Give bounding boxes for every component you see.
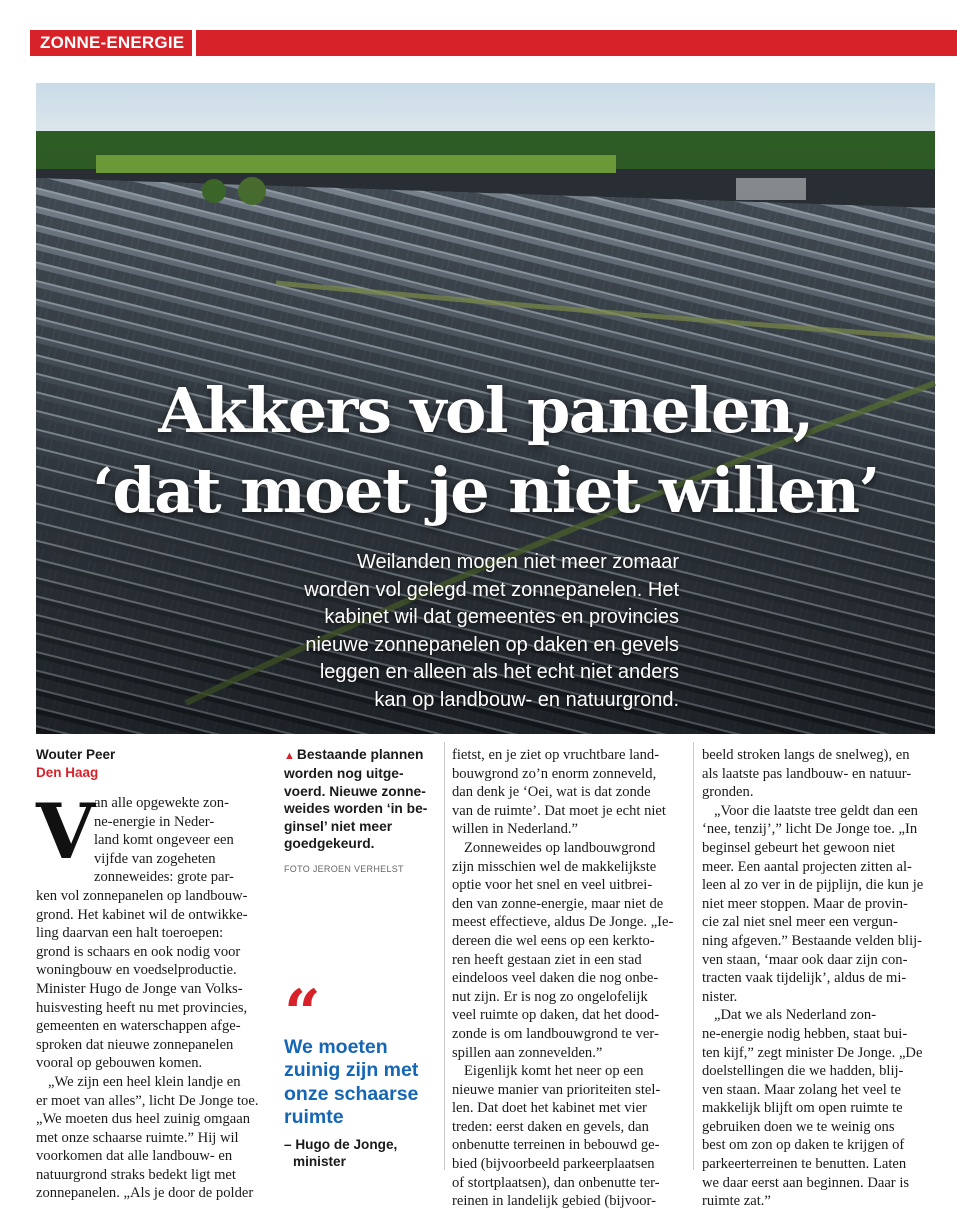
caption-line: ginsel’ niet meer <box>284 818 393 834</box>
body-line: meer. Een aantal projecten zitten al- <box>702 858 912 875</box>
body-line: onbenutte terreinen in bebouwd ge- <box>452 1137 660 1154</box>
body-line: van de ruimte’. Dat moet je echt niet <box>452 802 666 819</box>
body-line: tracten vaak tijdelijk’, aldus de mi- <box>702 970 907 987</box>
quote-attribution: – Hugo de Jonge, <box>284 1136 398 1152</box>
lead-line: leggen en alleen als het echt niet anders <box>319 661 679 683</box>
body-line: niet meer stoppen. Maar de provin- <box>702 895 908 912</box>
body-line: dereen die wel eens op een kerkto- <box>452 932 655 949</box>
column-divider <box>693 742 694 1170</box>
body-line: grond is schaars en ook nodig voor <box>36 943 241 960</box>
body-line: zonde is om landbouwgrond te ver- <box>452 1025 659 1042</box>
body-line: ne-energie in Neder- <box>94 813 215 830</box>
body-line: beginsel gebeurt het gewoon niet <box>702 839 895 856</box>
body-line: zonneweides: grote par- <box>94 869 234 886</box>
body-line: best om zon op daken te krijgen of <box>702 1137 905 1154</box>
body-line: beeld stroken langs de snelweg), en <box>702 747 910 763</box>
body-line: dan denk je ‘Oei, wat is dat zonde <box>452 784 651 801</box>
body-line: parkeerterreinen te benutten. Laten <box>702 1156 907 1173</box>
body-line: gemeenten en waterschappen afge- <box>36 1018 241 1035</box>
body-line: woningbouw en voedselproductie. <box>36 962 237 979</box>
body-line: natuurgrond straks bedekt ligt met <box>36 1166 236 1183</box>
lead-paragraph <box>259 549 679 714</box>
body-line: of stortplaatsen), dan onbenutte ter- <box>452 1174 660 1191</box>
caption-line: goedgekeurd. <box>284 836 375 852</box>
dropcap-letter: V <box>36 787 95 876</box>
headline-line-2: ‘dat moet je niet willen’ <box>92 454 879 527</box>
quote-role: minister <box>293 1154 346 1170</box>
hero-photo <box>36 83 935 734</box>
caption-line: worden nog uitge- <box>284 766 404 782</box>
quote-line: We moeten <box>284 1036 388 1058</box>
body-line: voorkomen dat alle landbouw- en <box>36 1148 233 1165</box>
body-line: len. Dat doet het kabinet met vier <box>452 1100 647 1117</box>
body-line: nister. <box>702 988 738 1005</box>
lead-line: worden vol gelegd met zonnepanelen. Het <box>304 578 679 601</box>
body-line: met onze schaarse ruimte.” Hij wil <box>36 1129 239 1146</box>
article-column-4 <box>702 746 940 1211</box>
body-line: huisvesting heeft nu met provincies, <box>36 999 248 1016</box>
body-line: ken vol zonnepanelen op landbouw- <box>36 887 248 904</box>
body-line: ne-energie nodig hebben, staat bui- <box>702 1025 908 1042</box>
body-line: ‘nee, tenzij’,” licht De Jonge toe. „In <box>702 821 918 838</box>
body-line: nut zijn. Er is nog zo ongelofelijk <box>452 988 648 1005</box>
body-line: willen in Nederland.” <box>452 821 579 838</box>
body-line: spillen aan zonnevelden.” <box>452 1044 603 1061</box>
body-line: den van zonne-energie, maar niet de <box>452 895 664 912</box>
section-label: ZONNE-ENERGIE <box>34 30 196 56</box>
photo-credit: FOTO JEROEN VERHELST <box>284 864 404 875</box>
body-line: nieuwe manier van prioriteiten stel- <box>452 1081 661 1098</box>
body-line: Minister Hugo de Jonge van Volks- <box>36 980 243 997</box>
body-line: makkelijk blijft om open ruimte te <box>702 1100 903 1117</box>
body-line: ven staan. Maar zolang het veel te <box>702 1081 901 1098</box>
body-line: sproken dat nieuwe zonnepanelen <box>36 1036 234 1053</box>
byline-author: Wouter Peer <box>36 747 116 762</box>
body-line: cie zal niet snel meer een vergun- <box>702 914 898 931</box>
body-line: bied (bijvoorbeeld parkeerplaatsen <box>452 1156 655 1173</box>
body-line: treden: eerst daken en gevels, dan <box>452 1118 649 1135</box>
quote-mark-icon: “ <box>284 976 321 1051</box>
body-line: an alle opgewekte zon- <box>94 795 229 811</box>
headline-line-1: Akkers vol panelen, <box>158 374 813 447</box>
quote-line: onze schaarse <box>284 1082 419 1105</box>
body-line: Eigenlijk komt het neer op een <box>464 1063 644 1080</box>
article-column-3 <box>452 746 684 1211</box>
article-column-2 <box>284 746 434 879</box>
body-line: zijn misschien wel de makkelijkste <box>452 858 657 875</box>
lead-line: kabinet wil dat gemeentes en provincies <box>324 606 679 628</box>
column-divider <box>444 742 445 1170</box>
body-line: „We moeten dus heel zuinig omgaan <box>36 1111 251 1128</box>
pull-quote <box>284 976 434 1170</box>
body-line: ruimte zat.” <box>702 1193 771 1210</box>
body-line: er moet van alles”, licht De Jonge toe. <box>36 1092 259 1109</box>
body-line: eindeloos veel daken die nog onbe- <box>452 970 659 987</box>
body-line: vooral op gebouwen komen. <box>36 1055 203 1072</box>
body-line: ren heeft gestaan ziet in een stad <box>452 951 642 968</box>
body-line: ten kijf,” zegt minister De Jonge. „De <box>702 1044 923 1061</box>
body-line: ling daarvan een halt toeroepen: <box>36 925 224 942</box>
body-line: Zonneweides op landbouwgrond <box>464 839 656 856</box>
lead-line: kan op landbouw- en natuurgrond. <box>374 688 679 711</box>
lead-line: nieuwe zonnepanelen op daken en gevels <box>305 633 679 656</box>
photo-caption <box>284 746 434 852</box>
caption-line: voerd. Nieuwe zonne- <box>284 783 426 799</box>
body-line: grond. Het kabinet wil de ontwikke- <box>36 906 248 923</box>
body-line: we daar eerst aan beginnen. Daar is <box>702 1174 910 1191</box>
quote-line: ruimte <box>284 1106 344 1129</box>
dropcap-paragraph <box>36 787 272 887</box>
article-column-1 <box>36 746 272 1203</box>
body-line: als laatste pas landbouw- en natuur- <box>702 765 912 782</box>
body-line: „Dat we als Nederland zon- <box>714 1007 877 1024</box>
body-line: reinen in landelijk gebied (bijvoor- <box>452 1193 656 1210</box>
caption-line: weides worden ‘in be- <box>284 801 428 817</box>
body-line: zonnepanelen. „Als je door de polder <box>36 1185 254 1202</box>
body-line: land komt ongeveer een <box>94 832 234 849</box>
body-line: leen al zo ver in de pijplijn, die kun je <box>702 877 924 894</box>
byline-place: Den Haag <box>36 765 99 780</box>
body-line: „Voor die laatste tree geldt dan een <box>714 802 918 819</box>
body-line: veel ruimte op daken, dat het dood- <box>452 1007 660 1024</box>
quote-text <box>284 1036 434 1130</box>
body-line: meest effectieve, aldus De Jonge. „Ie- <box>452 914 674 931</box>
body-line: „We zijn een heel klein landje en <box>48 1073 241 1090</box>
caption-marker-icon: ▲ <box>284 750 295 762</box>
body-line: ning afgeven.” Bestaande velden blij- <box>702 932 923 949</box>
quote-line: zuinig zijn met <box>284 1059 419 1082</box>
caption-line: Bestaande plannen <box>296 747 424 762</box>
body-line: vijfde van zogeheten <box>94 850 216 867</box>
body-line: gebruiken doen we te weinig ons <box>702 1118 895 1135</box>
lead-line: Weilanden mogen niet meer zomaar <box>356 551 679 573</box>
body-text <box>702 746 940 1211</box>
body-line: bouwgrond zo’n enorm zonneveld, <box>452 765 657 782</box>
body-text <box>452 746 684 1211</box>
body-line: fietst, en je ziet op vruchtbare land- <box>452 747 660 763</box>
body-line: doelstellingen die we hadden, blij- <box>702 1063 904 1080</box>
body-line: optie voor het snel en veel uitbrei- <box>452 877 653 894</box>
body-line: gronden. <box>702 784 754 801</box>
body-text <box>36 887 272 1203</box>
body-line: ven staan, ‘maar ook daar zijn con- <box>702 951 908 968</box>
